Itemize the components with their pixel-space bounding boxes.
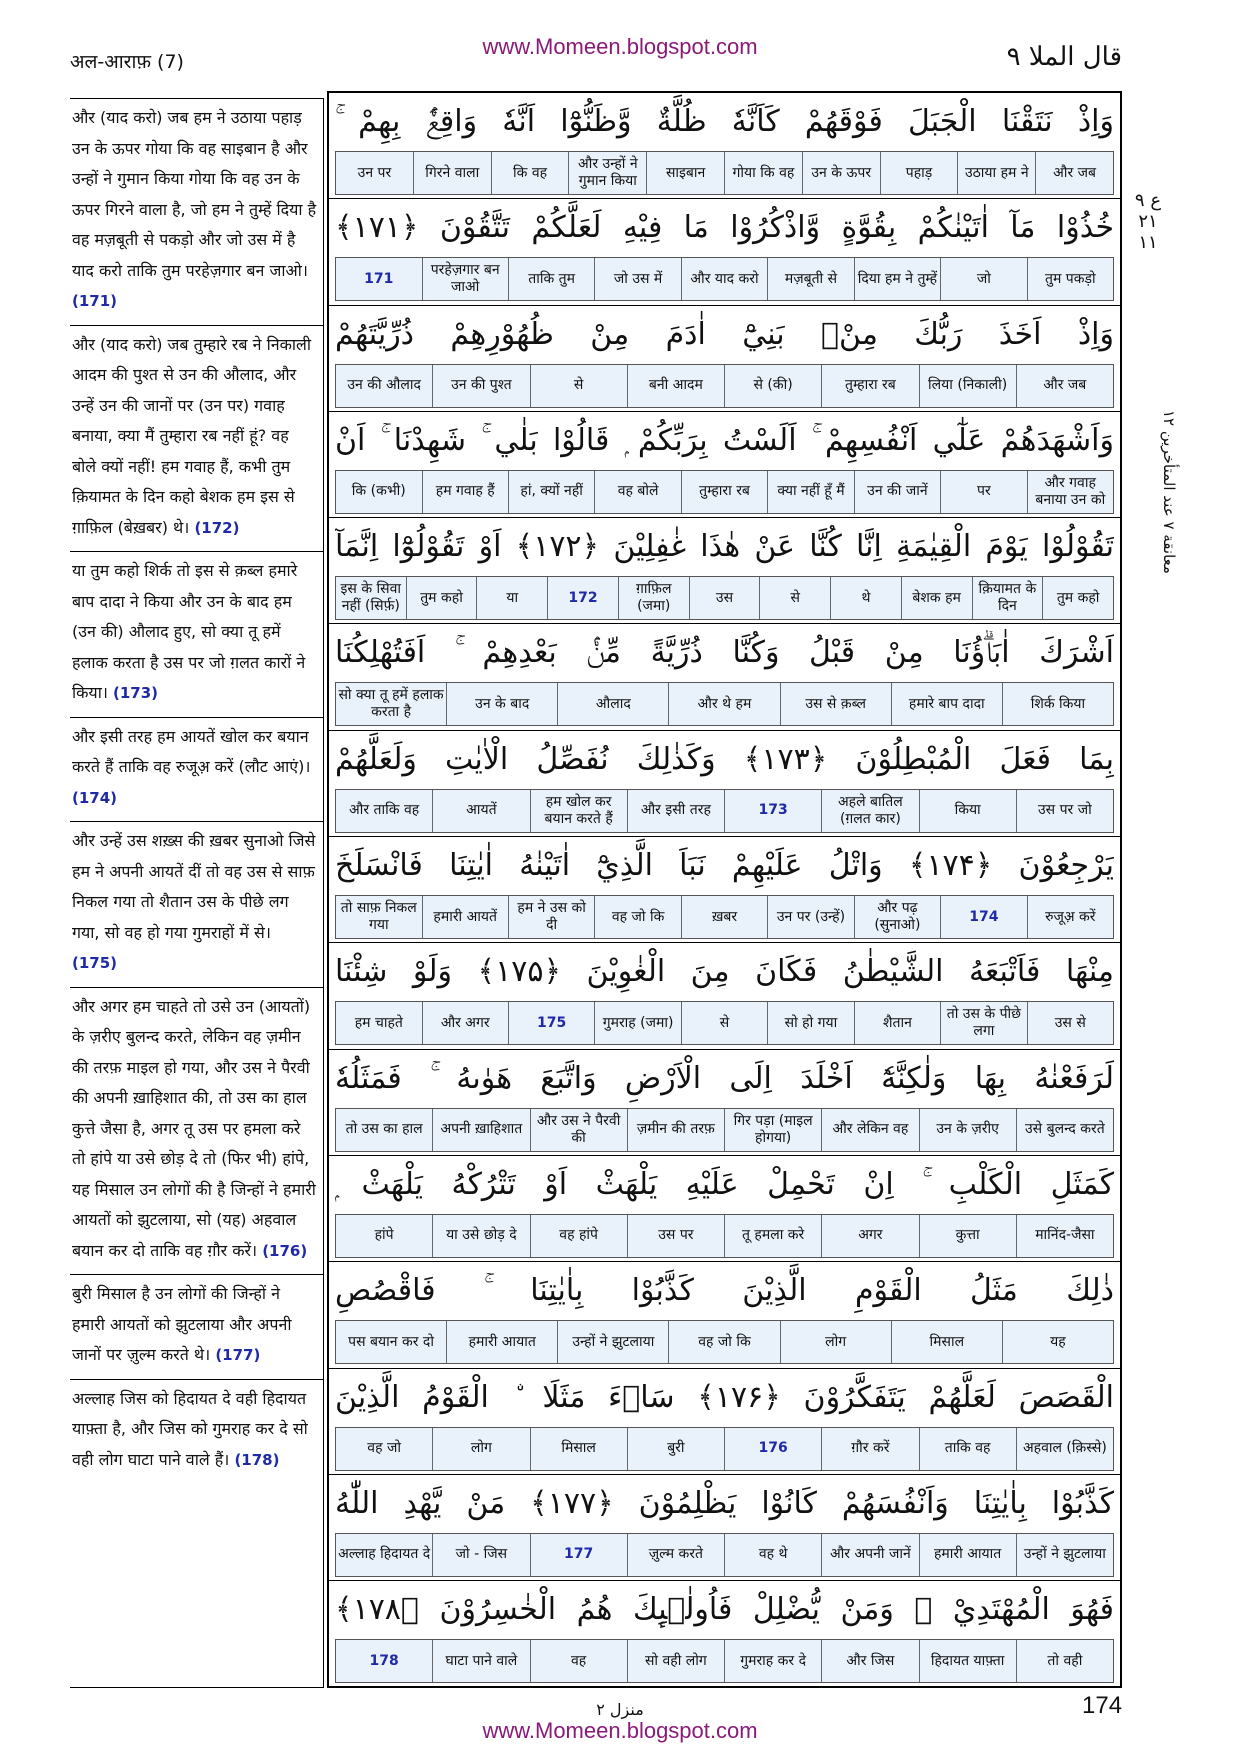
verse-row: [329, 199, 1120, 305]
word-cell: तुम्हारा रब: [821, 365, 918, 407]
word-cell: सो हो गया: [767, 1002, 853, 1044]
translation-text: या तुम कहो शिर्क तो इस से क़ब्ल हमारे बाप दादा ने किया और उन के बाद हम (उन की) औलाद हुए, सो क्या तू हमें हलाक करता है उस पर जो ग़लत कारों ने किया।: [72, 561, 306, 702]
translation-column: [70, 98, 324, 1688]
verse-row: [329, 731, 1120, 837]
word-cell: ज़मीन की तरफ़: [627, 1109, 724, 1151]
word-cell: और उन्हों ने गुमान किया: [568, 152, 646, 194]
translation-paragraph: [70, 1275, 323, 1380]
word-cell: कि (कभी): [351, 483, 406, 500]
verse-row: [329, 306, 1120, 412]
word-cell: थे: [830, 577, 901, 619]
word-cell: हांपे: [374, 1227, 394, 1244]
verse-row: [329, 1156, 1120, 1262]
word-cell: तुम्हारा रब: [681, 471, 767, 513]
word-cell: बनी आदम: [627, 365, 724, 407]
word-cell: पस बयान कर दो: [348, 1333, 434, 1350]
arabic-line: خُذُوْا مَآ اٰتَيْنٰكُمْ بِقُوَّةٍ وَّاذْكُرُوْا مَا فِيْهِ لَعَلَّكُمْ تَتَّقُوْنَ ﴿۱۷۱﴾: [335, 210, 1114, 246]
verse-number: (178): [234, 1450, 280, 1469]
word-cell: हां, क्यों नहीं: [508, 471, 594, 513]
translation-paragraph: [70, 326, 323, 553]
verse-number: (174): [72, 788, 118, 807]
word-cell: गुमराह कर दे: [724, 1640, 821, 1682]
word-cell: उसे बुलन्द करते: [1016, 1109, 1113, 1151]
word-cell: गोया कि वह: [724, 152, 802, 194]
word-translation-row: [335, 1533, 1114, 1577]
word-verse-number: 176: [724, 1428, 821, 1470]
translation-text: बुरी मिसाल है उन लोगों की जिन्हों ने हमारी आयतों को झुटलाया और अपनी जानों पर ज़ुल्म करते थे।: [72, 1284, 292, 1364]
word-cell: उस पर: [627, 1215, 724, 1257]
word-cell: वह: [530, 1640, 627, 1682]
word-cell: हम चाहते: [354, 1014, 403, 1031]
translation-paragraph: [70, 822, 323, 988]
verse-row: [329, 412, 1120, 518]
word-cell: और अपनी जानें: [821, 1534, 918, 1576]
word-cell: वह थे: [724, 1534, 821, 1576]
word-cell: वह जो कि: [594, 896, 680, 938]
word-cell: लिया (निकाली): [919, 365, 1016, 407]
arabic-line: كَذَّبُوْا بِاٰيٰتِنَا وَاَنْفُسَهُمْ كَانُوْا يَظْلِمُوْنَ ﴿۱۷۷﴾ مَنْ يَّهْدِ اللّٰهُ: [335, 1485, 1114, 1521]
juz-title: قال الملا ٩: [1006, 42, 1122, 72]
word-cell: मिसाल: [530, 1428, 627, 1470]
word-verse-number: 174: [940, 896, 1026, 938]
word-cell: कुत्ता: [919, 1215, 1016, 1257]
word-cell: मिसाल: [891, 1321, 1002, 1363]
word-cell: ताकि तुम: [508, 258, 594, 300]
translation-paragraph: [70, 988, 323, 1276]
word-cell: उन पर (उन्हें): [767, 896, 853, 938]
word-cell: तो वही: [1016, 1640, 1113, 1682]
word-cell: मानिंद-जैसा: [1016, 1215, 1113, 1257]
word-cell: और लेकिन वह: [821, 1109, 918, 1151]
arabic-line: اَشْرَكَ اٰبَاۗؤُنَا مِنْ قَبْلُ وَكُنَّا ذُرِّيَّةً مِّنْۢ بَعْدِهِمْ ۚ اَفَتُهْلِكُنَا: [335, 635, 1114, 671]
word-cell: अहवाल (क़िस्से): [1016, 1428, 1113, 1470]
verse-row: [329, 1581, 1120, 1687]
word-cell: रुजूअ़ करें: [1027, 896, 1113, 938]
translation-text: और (याद करो) जब तुम्हारे रब ने निकाली आदम की पुश्त से उन की औलाद, और उन्हें उन की जानों पर (उन पर) गवाह बनाया, क्या मैं तुम्हारा रब नहीं हूं? वह बोले क्यों नहीं! हम गवाह हैं, कभी तुम क़ियामत के दिन कहो बेशक हम इस से ग़ाफ़िल (बेख़बर) थे।: [72, 334, 312, 537]
word-cell: क़ियामत के दिन: [972, 577, 1043, 619]
word-cell: सो क्या तू हमें हलाक करता है: [338, 687, 444, 721]
word-cell: पर: [940, 471, 1026, 513]
word-verse-number: 171: [364, 270, 394, 287]
word-cell: जो उस में: [594, 258, 680, 300]
word-translation-row: [335, 151, 1114, 195]
word-cell: उस से: [1027, 1002, 1113, 1044]
word-cell: जो - जिस: [432, 1534, 529, 1576]
translation-paragraph: [70, 99, 323, 326]
word-cell: अहले बातिल (ग़लत कार): [821, 790, 918, 832]
verse-row: [329, 1262, 1120, 1368]
word-cell: जो: [940, 258, 1026, 300]
arabic-line: بِمَا فَعَلَ الْمُبْطِلُوْنَ ﴿۱۷۳﴾ وَكَذٰلِكَ نُفَصِّلُ الْاٰيٰتِ وَلَعَلَّهُمْ: [335, 741, 1114, 777]
word-translation-row: [335, 1001, 1114, 1045]
word-cell: उन के ज़रीए: [919, 1109, 1016, 1151]
word-cell: हमारे बाप दादा: [891, 683, 1002, 725]
word-cell: उन के बाद: [446, 683, 557, 725]
verse-number: (177): [215, 1346, 261, 1364]
word-cell: और याद करो: [681, 258, 767, 300]
arabic-line: كَمَثَلِ الْكَلْبِ ۚ اِنْ تَحْمِلْ عَلَيْهِ يَلْهَثْ اَوْ تَتْرُكْهُ يَلْهَثْ ۭ: [335, 1166, 1114, 1202]
site-url-top[interactable]: www.Momeen.blogspot.com: [482, 34, 758, 59]
arabic-line: ذٰلِكَ مَثَلُ الْقَوْمِ الَّذِيْنَ كَذَّبُوْا بِاٰيٰتِنَا ۚ فَاقْصُصِ: [335, 1273, 1114, 1309]
word-cell: गुमराह (जमा): [594, 1002, 680, 1044]
word-cell: उस पर जो: [1016, 790, 1113, 832]
arabic-line: الْقَصَصَ لَعَلَّهُمْ يَتَفَكَّرُوْنَ ﴿۱۷۶﴾ سَاۗءَ مَثَلَا ۨ الْقَوْمُ الَّذِيْنَ: [335, 1379, 1114, 1415]
verse-grid: [327, 91, 1122, 1688]
word-cell: मज़बूती से: [767, 258, 853, 300]
word-cell: क्या नहीं हूँ मैं: [767, 471, 853, 513]
word-cell: वह जो कि: [668, 1321, 779, 1363]
word-cell: परहेज़गार बन जाओ: [422, 258, 508, 300]
word-translation-row: [335, 470, 1114, 514]
word-translation-row: [335, 1108, 1114, 1152]
verse-row: [329, 1369, 1120, 1475]
translation-text: और (याद करो) जब हम ने उठाया पहाड़ उन के ऊपर गोया कि वह साइबान है और उन्हों ने गुमान किया गोया कि वह उन के ऊपर गिरने वाला है, जो हम ने तुम्हें दिया है वह मज़बूती से पकड़ो और जो उस में है याद करो ताकि तुम परहेज़गार बन जाओ।: [72, 108, 317, 280]
arabic-line: وَاَشْهَدَهُمْ عَلٰٓي اَنْفُسِهِمْ ۚ اَلَسْتُ بِرَبِّكُمْ ۭ قَالُوْا بَلٰي ۚ شَهِدْنَا ۚ اَنْ: [335, 422, 1114, 458]
word-translation-row: [335, 682, 1114, 726]
word-cell: हम ने उस को दी: [508, 896, 594, 938]
word-cell: अल्लाह हिदायत दे: [338, 1546, 431, 1563]
word-cell: लोग: [780, 1321, 891, 1363]
translation-text: और इसी तरह हम आयतें खोल कर बयान करते हैं ताकि वह रुजूअ़ करें (लौट आएं)।: [72, 726, 311, 776]
word-cell: उन्हों ने झुटलाया: [1016, 1534, 1113, 1576]
word-cell: शैतान: [854, 1002, 940, 1044]
word-translation-row: [335, 1639, 1114, 1683]
word-cell: उस से क़ब्ल: [780, 683, 891, 725]
translation-text: और अगर हम चाहते तो उसे उन (आयतों) के ज़रीए बुलन्द करते, लेकिन वह ज़मीन की तरफ़ माइल हो गया, और उस ने पैरवी की अपनी ख़ाहिशात की, तो उस का हाल कुत्ते जैसा है, अगर तू उस पर हमला करे तो हांपे या उसे छोड़ दे तो (फिर भी) हांपे, यह मिसाल उन लोगों की है जिन्हों ने हमारी आयतों को झुटलाया, सो (यह) अहवाल बयान कर दो ताकि वह ग़ौर करें।: [72, 996, 316, 1260]
word-cell: हमारी आयात: [919, 1534, 1016, 1576]
word-cell: ग़ाफ़िल (जमा): [618, 577, 689, 619]
word-translation-row: [335, 1214, 1114, 1258]
word-cell: हमारी आयतें: [422, 896, 508, 938]
word-cell: यह: [1002, 1321, 1113, 1363]
word-translation-row: [335, 895, 1114, 939]
word-verse-number: 175: [508, 1002, 594, 1044]
word-cell: हम खोल कर बयान करते हैं: [530, 790, 627, 832]
word-cell: शिर्क किया: [1002, 683, 1113, 725]
word-cell: इस के सिवा नहीं (सिर्फ़): [340, 581, 402, 615]
word-cell: तुम पकड़ो: [1027, 258, 1113, 300]
word-cell: और जिस: [821, 1640, 918, 1682]
word-translation-row: [335, 364, 1114, 408]
word-cell: तो साफ़ निकल गया: [340, 900, 417, 934]
ruku-marker: ع ۹ ۲۱ ۱۱: [1134, 190, 1162, 253]
word-cell: और उस ने पैरवी की: [530, 1109, 627, 1151]
verse-number: (173): [113, 684, 159, 702]
word-cell: सो वही लोग: [627, 1640, 724, 1682]
word-translation-row: [335, 1427, 1114, 1471]
word-cell: हमारी आयात: [446, 1321, 557, 1363]
word-cell: उन की पुश्त: [432, 365, 529, 407]
word-cell: दिया हम ने तुम्हें: [854, 258, 940, 300]
verse-number: (176): [262, 1241, 308, 1260]
word-cell: कि वह: [491, 152, 569, 194]
translation-text: और उन्हें उस शख़्स की ख़बर सुनाओ जिसे हम ने अपनी आयतें दीं तो वह उस से साफ़ निकल गया तो शैतान उस के पीछे लग गया, सो वह हो गया गुमराहों में से।: [72, 831, 316, 942]
word-cell: या उसे छोड़ दे: [432, 1215, 529, 1257]
word-cell: और पढ़ (सुनाओ): [854, 896, 940, 938]
word-cell: औलाद: [557, 683, 668, 725]
arabic-line: يَرْجِعُوْنَ ﴿۱۷۴﴾ وَاتْلُ عَلَيْهِمْ نَبَاَ الَّذِيْٓ اٰتَيْنٰهُ اٰيٰتِنَا فَانْسَلَخَ: [335, 848, 1114, 884]
verse-number: (171): [72, 292, 118, 310]
word-cell: उस: [689, 577, 760, 619]
surah-title: अल-आराफ़ (7): [70, 51, 184, 73]
word-cell: उन की जानें: [854, 471, 940, 513]
word-cell: उन के ऊपर: [802, 152, 880, 194]
word-verse-number: 178: [369, 1652, 399, 1669]
word-cell: और थे हम: [668, 683, 779, 725]
arabic-line: مِنْهَا فَاَتْبَعَهُ الشَّيْطٰنُ فَكَانَ مِنَ الْغٰوِيْنَ ﴿۱۷۵﴾ وَلَوْ شِئْنَا: [335, 954, 1114, 990]
word-translation-row: [335, 1320, 1114, 1364]
word-cell: ग़ौर करें: [821, 1428, 918, 1470]
word-translation-row: [335, 257, 1114, 301]
manzil-label: منزل ٢: [596, 1700, 644, 1719]
arabic-line: تَقُوْلُوْا يَوْمَ الْقِيٰمَةِ اِنَّا كُنَّا عَنْ هٰذَا غٰفِلِيْنَ ﴿۱۷۲﴾ اَوْ تَقُوْلُوْٓا اِنَّمَآ: [335, 529, 1114, 565]
word-cell: और गवाह बनाया उन को: [1027, 471, 1113, 513]
word-cell: तू हमला करे: [724, 1215, 821, 1257]
word-cell: तुम कहो: [1042, 577, 1113, 619]
word-cell: से: [681, 1002, 767, 1044]
word-verse-number: 177: [530, 1534, 627, 1576]
word-cell: बुरी: [627, 1428, 724, 1470]
word-cell: और जब: [1016, 365, 1113, 407]
page-number: 174: [1082, 1692, 1123, 1719]
word-cell: वह जो: [367, 1440, 401, 1457]
word-cell: हम गवाह हैं: [422, 471, 508, 513]
word-cell: अपनी ख़ाहिशात: [432, 1109, 529, 1151]
verse-number: (175): [72, 954, 118, 972]
arabic-line: فَهُوَ الْمُهْتَدِيْ ۚ وَمَنْ يُّضْلِلْ فَاُولٰۗىِٕكَ هُمُ الْخٰسِرُوْنَ ﴿۱۷۸﴾: [335, 1592, 1114, 1628]
word-cell: लोग: [432, 1428, 529, 1470]
word-verse-number: 172: [547, 577, 618, 619]
word-cell: आयतें: [432, 790, 529, 832]
word-cell: बेशक हम: [901, 577, 972, 619]
translation-paragraph: [70, 552, 323, 718]
word-cell: ताकि वह: [919, 1428, 1016, 1470]
word-cell: वह बोले: [594, 471, 680, 513]
translation-paragraph: [70, 718, 323, 823]
word-cell: अगर: [821, 1215, 918, 1257]
word-cell: उठाया हम ने: [957, 152, 1035, 194]
word-cell: हिदायत याफ़्ता: [919, 1640, 1016, 1682]
verse-row: [329, 93, 1120, 199]
word-cell: से (की): [724, 365, 821, 407]
word-cell: ख़बर: [681, 896, 767, 938]
word-cell: और अगर: [422, 1002, 508, 1044]
arabic-line: وَاِذْ اَخَذَ رَبُّكَ مِنْۢ بَنِيْٓ اٰدَمَ مِنْ ظُهُوْرِهِمْ ذُرِّيَّتَهُمْ: [335, 316, 1114, 352]
verse-row: [329, 1475, 1120, 1581]
word-cell: उन की औलाद: [347, 377, 421, 394]
arabic-line: لَرَفَعْنٰهُ بِهَا وَلٰكِنَّهٗٓ اَخْلَدَ اِلَى الْاَرْضِ وَاتَّبَعَ هَوٰىهُ ۚ فَمَثَلُهٗ: [335, 1060, 1114, 1096]
word-cell: साइबान: [646, 152, 724, 194]
word-verse-number: 173: [724, 790, 821, 832]
word-translation-row: [335, 576, 1114, 620]
verse-row: [329, 837, 1120, 943]
translation-text: अल्लाह जिस को हिदायत दे वही हिदायत याफ़्ता है, और जिस को गुमराह कर दे सो वही लोग घाटा पाने वाले हैं।: [72, 1388, 308, 1469]
verse-row: [329, 943, 1120, 1049]
word-cell: तो उस के पीछे लगा: [940, 1002, 1026, 1044]
word-cell: उन्हों ने झुटलाया: [557, 1321, 668, 1363]
site-url-bottom[interactable]: www.Momeen.blogspot.com: [482, 1718, 758, 1743]
arabic-line: وَاِذْ نَتَقْنَا الْجَبَلَ فَوْقَهُمْ كَاَنَّهٗ ظُلَّةٌ وَّظَنُّوْٓا اَنَّهٗ وَاقِعٌۢ بِهِمْ ۚ: [335, 104, 1114, 139]
verse-row: [329, 624, 1120, 730]
word-cell: से: [530, 365, 627, 407]
verse-row: [329, 1050, 1120, 1156]
word-cell: उन पर: [357, 164, 392, 181]
word-cell: तुम कहो: [406, 577, 477, 619]
word-cell: और इसी तरह: [627, 790, 724, 832]
word-cell: से: [759, 577, 830, 619]
word-cell: या: [476, 577, 547, 619]
word-cell: गिर पड़ा (माइल होगया): [724, 1109, 821, 1151]
word-cell: और जब: [1035, 152, 1113, 194]
word-cell: तो उस का हाल: [345, 1121, 423, 1138]
word-cell: किया: [919, 790, 1016, 832]
word-translation-row: [335, 789, 1114, 833]
verse-number: (172): [194, 518, 240, 537]
verse-row: [329, 518, 1120, 624]
word-cell: ज़ुल्म करते: [627, 1534, 724, 1576]
translation-paragraph: [70, 1380, 323, 1484]
word-cell: गिरने वाला: [413, 152, 491, 194]
word-cell: और ताकि वह: [349, 802, 420, 819]
margin-note: معانقة ٧ عند المتأخرين ١٢: [1160, 410, 1178, 574]
word-cell: वह हांपे: [530, 1215, 627, 1257]
word-cell: पहाड़: [880, 152, 958, 194]
word-cell: घाटा पाने वाले: [432, 1640, 529, 1682]
